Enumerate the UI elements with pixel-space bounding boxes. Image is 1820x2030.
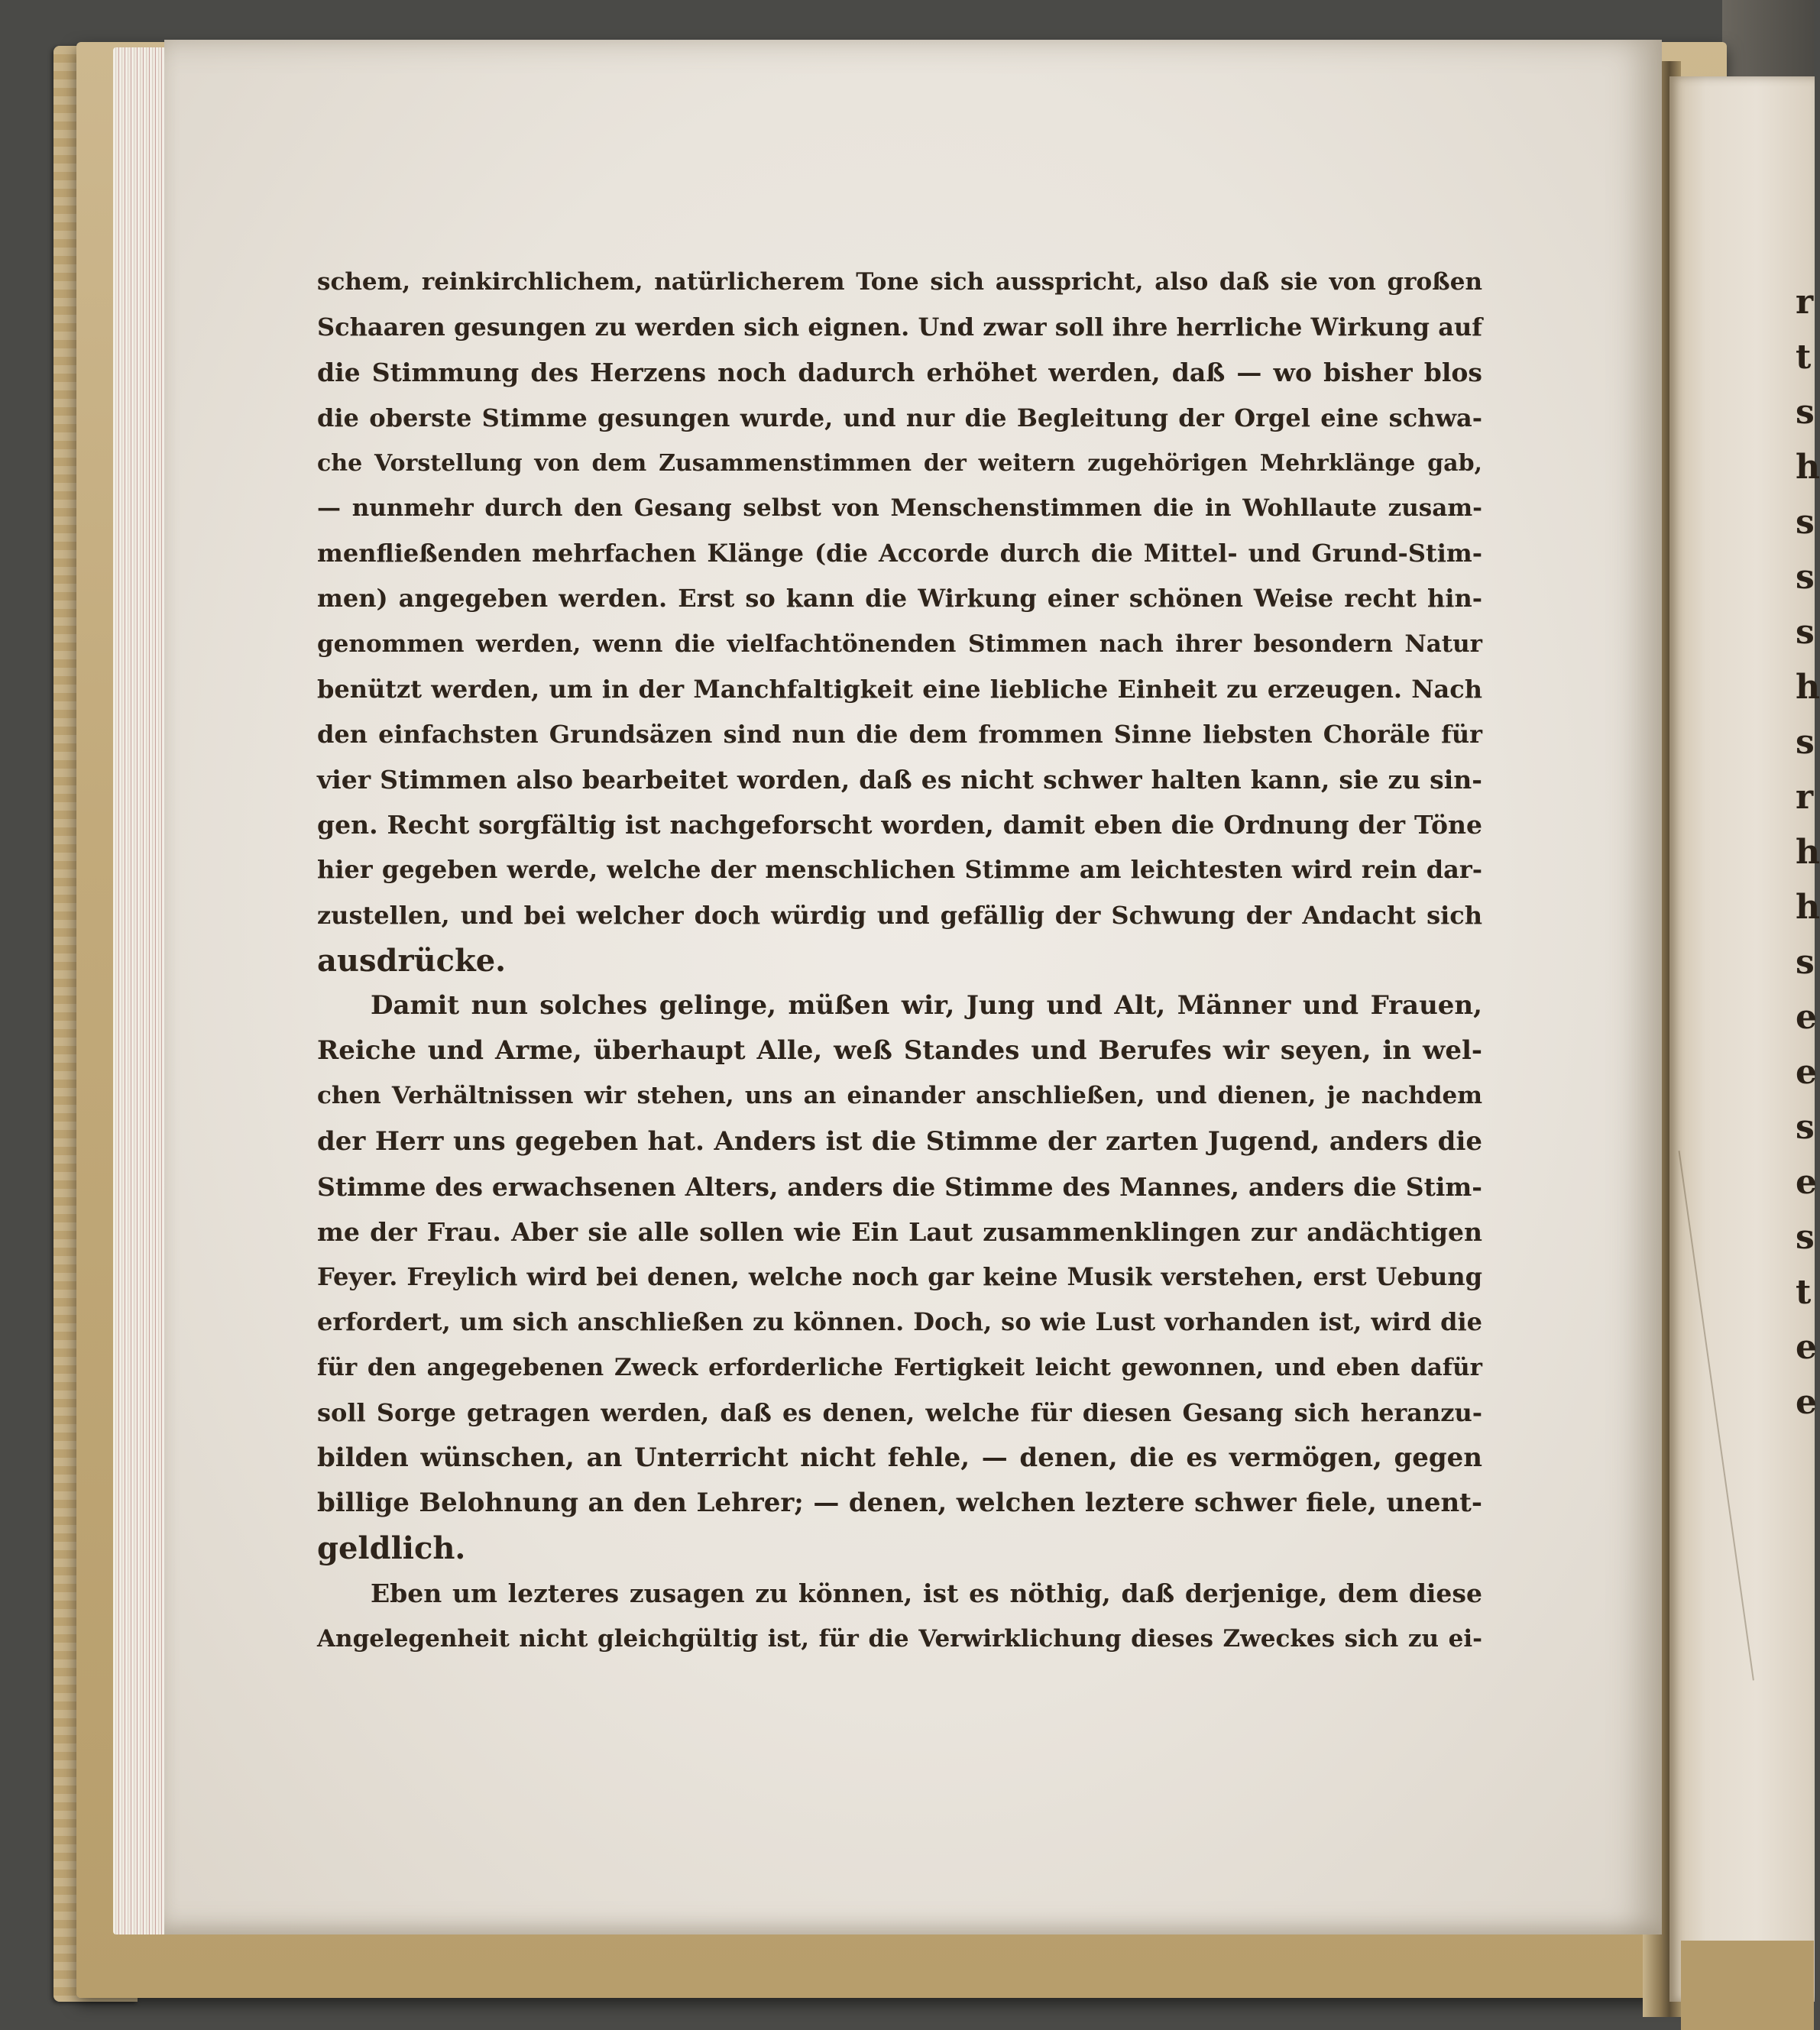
facing-fragment: e [1796, 998, 1817, 1037]
text-line: schem, reinkirchlichem, natürlicherem Tone sich ausspricht, also daß sie von großen [317, 268, 1482, 296]
text-line: erfordert, um sich anschließen zu können. Doch, so wie Lust vorhanden ist, wird die [317, 1307, 1482, 1337]
text-line: der Herr uns gegeben hat. Anders ist die Stimme der zarten Jugend, anders die [317, 1125, 1482, 1157]
text-line: zustellen, und bei welcher doch würdig und gefällig der Schwung der Andacht sich [317, 900, 1482, 930]
facing-page-text [1796, 275, 1820, 1430]
text-line: geldlich. [317, 1530, 466, 1567]
facing-fragment: h [1796, 833, 1820, 872]
facing-fragment: s [1796, 503, 1815, 542]
text-line: die oberste Stimme gesungen wurde, und nur die Begleitung der Orgel eine schwa- [317, 403, 1482, 432]
text-line: Schaaren gesungen zu werden sich eignen. Und zwar soll ihre herrliche Wirkung auf [317, 312, 1482, 342]
text-line: Stimme des erwachsenen Alters, anders die Stimme des Mannes, anders die Stim- [317, 1171, 1482, 1202]
facing-fragment: h [1796, 668, 1820, 707]
text-line: für den angegebenen Zweck erforderliche Fertigkeit leicht gewonnen, und eben dafür [317, 1353, 1482, 1381]
page-edges [113, 47, 167, 1934]
facing-fragment: e [1796, 1328, 1817, 1367]
facing-page [1669, 76, 1820, 2002]
text-line: ausdrücke. [317, 942, 507, 979]
text-line: die Stimmung des Herzens noch dadurch erhöhet werden, daß — wo bisher blos [317, 358, 1482, 388]
facing-cover [1681, 1941, 1814, 2030]
text-line: hier gegeben werde, welche der menschlichen Stimme am leichtesten wird rein dar- [317, 855, 1482, 885]
text-line: genommen werden, wenn die vielfachtönenden Stimmen nach ihrer besondern Natur [317, 630, 1482, 658]
facing-fragment: s [1796, 1218, 1815, 1257]
facing-fragment: s [1796, 558, 1815, 597]
text-line: men) angegeben werden. Erst so kann die Wirkung einer schönen Weise recht hin- [317, 584, 1482, 614]
facing-fragment: e [1796, 1383, 1817, 1422]
facing-fragment: s [1796, 393, 1815, 432]
text-line: me der Frau. Aber sie alle sollen wie Ein Laut zusammenklingen zur andächtigen [317, 1216, 1482, 1247]
text-line: Angelegenheit nicht gleichgültig ist, für die Verwirklichung dieses Zweckes sich zu ei- [317, 1624, 1482, 1653]
text-line: Reiche und Arme, überhaupt Alle, weß Standes und Berufes wir seyen, in wel- [317, 1035, 1482, 1067]
text-line: Damit nun solches gelinge, müßen wir, Jung und Alt, Männer und Frauen, [371, 990, 1482, 1021]
facing-fragment: r [1796, 778, 1814, 817]
page-body-text [317, 260, 1482, 1662]
text-line: soll Sorge getragen werden, daß es denen, welche für diesen Gesang sich heranzu- [317, 1397, 1482, 1427]
facing-fragment: r [1796, 283, 1814, 322]
text-line: — nunmehr durch den Gesang selbst von Menschenstimmen die in Wohllaute zusam- [317, 494, 1482, 522]
facing-fragment: t [1796, 1273, 1812, 1312]
facing-fragment: s [1796, 943, 1815, 982]
text-line: chen Verhältnissen wir stehen, uns an einander anschließen, und dienen, je nachdem [317, 1082, 1482, 1110]
text-line: benützt werden, um in der Manchfaltigkeit eine liebliche Einheit zu erzeugen. Nach [317, 674, 1482, 704]
text-line: Feyer. Freylich wird bei denen, welche noch gar keine Musik verstehen, erst Uebung [317, 1262, 1482, 1292]
text-line: che Vorstellung von dem Zusammenstimmen der weitern zugehörigen Mehrklänge gab, [317, 449, 1482, 477]
facing-fragment: h [1796, 448, 1820, 487]
text-line: billige Belohnung an den Lehrer; — denen, welchen leztere schwer fiele, unent- [317, 1488, 1482, 1519]
text-line: menfließenden mehrfachen Klänge (die Accorde durch die Mittel- und Grund-Stim- [317, 539, 1482, 568]
text-line: Eben um lezteres zusagen zu können, ist es nöthig, daß derjenige, dem diese [371, 1578, 1482, 1609]
facing-fragment: s [1796, 613, 1815, 652]
facing-fragment: s [1796, 1108, 1815, 1147]
facing-fragment: e [1796, 1163, 1817, 1202]
text-line: vier Stimmen also bearbeitet worden, daß es nicht schwer halten kann, sie zu sin- [317, 765, 1482, 795]
facing-fragment: e [1796, 1053, 1817, 1092]
facing-fragment: s [1796, 723, 1815, 762]
text-line: gen. Recht sorgfältig ist nachgeforscht worden, damit eben die Ordnung der Töne [317, 810, 1482, 840]
text-line: bilden wünschen, an Unterricht nicht fehle, — denen, die es vermögen, gegen [317, 1442, 1482, 1473]
facing-fragment: t [1796, 338, 1812, 377]
text-line: den einfachsten Grundsäzen sind nun die dem frommen Sinne liebsten Choräle für [317, 719, 1482, 749]
facing-fragment: h [1796, 888, 1820, 927]
